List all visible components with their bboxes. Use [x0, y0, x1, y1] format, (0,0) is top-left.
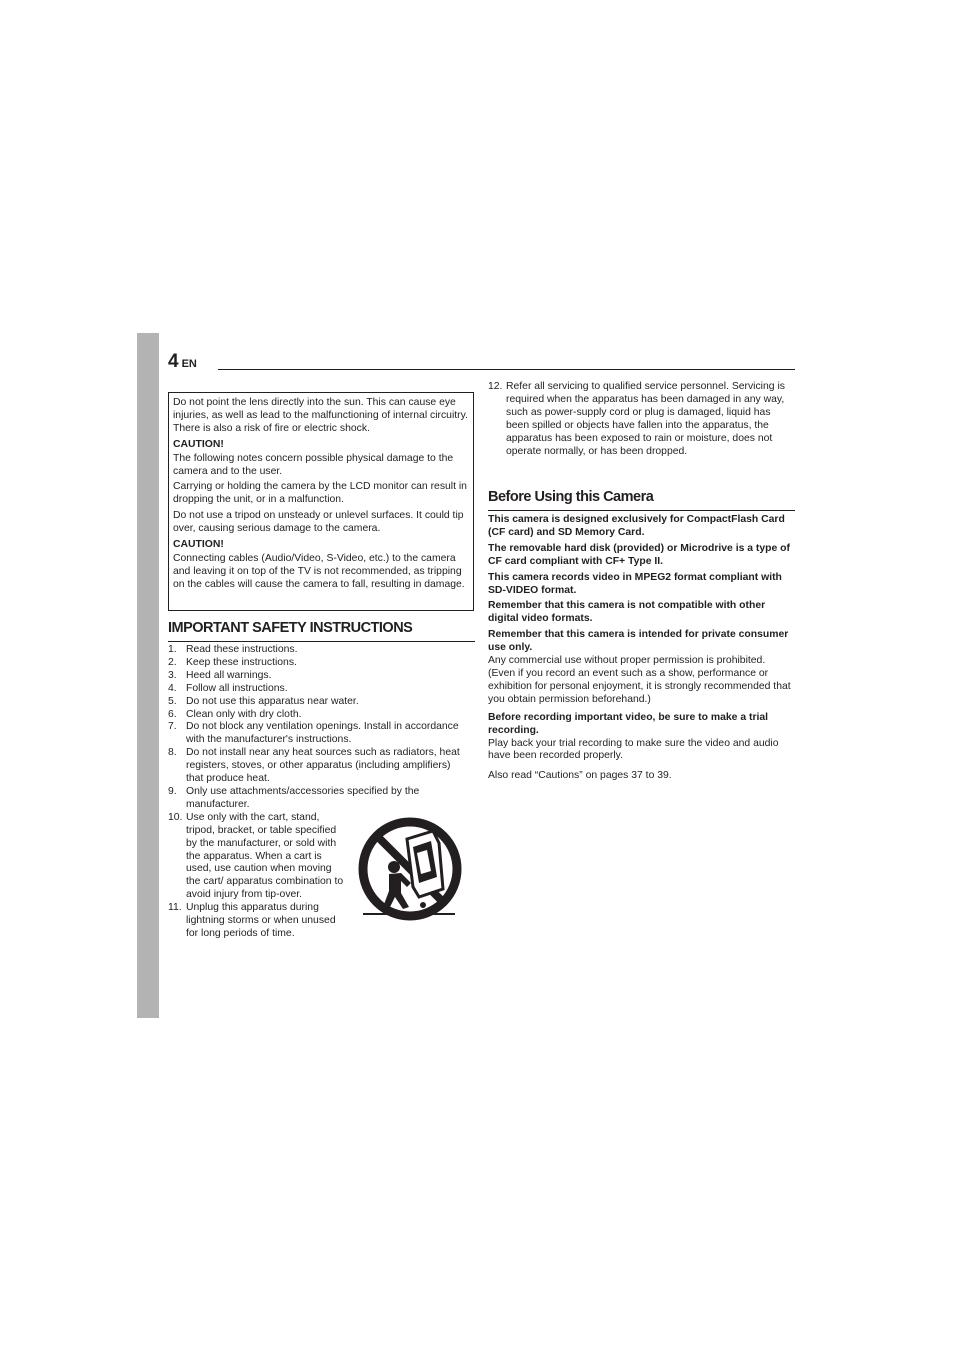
- list-item: 8. Do not install near any heat sources such as radiators, heat registers, stoves, or other apparatus (including amplifiers) that produce heat.: [168, 747, 460, 785]
- page-side-tab: [137, 333, 159, 1018]
- list-item: 12. Refer all servicing to qualified service personnel. Servicing is required when the apparatus has been damaged in any way, such as power-supply cord or plug is damaged, liquid has been spilled or objects have fallen into the apparatus, the apparatus has been exposed to rain or moisture, does not operate normally, or has been dropped.: [488, 381, 785, 457]
- list-item: 3. Heed all warnings.: [168, 669, 272, 681]
- safety-section-title: IMPORTANT SAFETY INSTRUCTIONS: [168, 620, 413, 636]
- list-item: 4. Follow all instructions.: [168, 682, 288, 694]
- before-using-notes: [488, 514, 794, 786]
- list-item: 11. Unplug this apparatus during lightning storms or when unused for long periods of time.: [168, 902, 336, 939]
- note-text: Play back your trial recording to make sure the video and audio have been recorded properly.: [488, 737, 779, 762]
- language-code: EN: [181, 358, 197, 370]
- caution-2-text-1: Connecting cables (Audio/Video, S-Video, etc.) to the camera and leaving it on top of the TV is not recommended, as tripping on the cables will cause the camera to fall, resulting in damage.: [173, 552, 465, 590]
- list-item: 9. Only use attachments/accessories specified by the manufacturer.: [168, 785, 420, 810]
- caution-1-text-2: Carrying or holding the camera by the LCD monitor can result in dropping the unit, or in a malfunction.: [173, 481, 467, 506]
- cart-tipover-warning-icon: [357, 817, 463, 921]
- list-item: 6. Clean only with dry cloth.: [168, 708, 302, 720]
- caution-heading-2: CAUTION!: [173, 539, 224, 551]
- before-using-section-rule: [488, 510, 795, 511]
- note-text: Also read “Cautions” on pages 37 to 39.: [488, 770, 672, 782]
- page-number: 4 EN: [168, 351, 197, 372]
- note-bold: This camera is designed exclusively for CompactFlash Card (CF card) and SD Memory Card.: [488, 514, 785, 538]
- before-using-section-title: Before Using this Camera: [488, 489, 654, 505]
- note-text: Any commercial use without proper permission is prohibited. (Even if you record an event such as a show, performance or exhibition for personal enjoyment, it is strongly recommended that you obtain permission beforehand.): [488, 655, 791, 705]
- caution-heading-1: CAUTION!: [173, 438, 224, 450]
- caution-1-text-3: Do not use a tripod on unsteady or unlevel surfaces. It could tip over, causing serious damage to the camera.: [173, 510, 464, 535]
- note-bold: Before recording important video, be sure to make a trial recording.: [488, 711, 769, 736]
- warning-box: [168, 392, 474, 611]
- list-item: 1. Read these instructions.: [168, 644, 298, 655]
- warning-intro: Do not point the lens directly into the sun. This can cause eye injuries, as well as lead to the malfunctioning of internal circuitry. There is also a risk of fire or electric shock.: [173, 397, 468, 434]
- list-item: 7. Do not block any ventilation openings. Install in accordance with the manufacturer's instructions.: [168, 721, 459, 746]
- safety-section-rule: [168, 641, 475, 642]
- list-item: 10. Use only with the cart, stand, tripod, bracket, or table specified by the manufacturer, or sold with the apparatus. When a cart is used, use caution when moving the cart/ apparatus combination to avoid injury from tip-over.: [168, 811, 344, 901]
- list-item: 5. Do not use this apparatus near water.: [168, 695, 359, 707]
- note-bold: This camera records video in MPEG2 format compliant with SD-VIDEO format.: [488, 571, 782, 596]
- note-bold: Remember that this camera is intended for private consumer use only.: [488, 629, 789, 654]
- note-bold: Remember that this camera is not compatible with other digital video formats.: [488, 600, 766, 625]
- note-bold: The removable hard disk (provided) or Microdrive is a type of CF card compliant with CF+ Type II.: [488, 542, 790, 567]
- list-item: 2. Keep these instructions.: [168, 656, 297, 668]
- caution-1-text-1: The following notes concern possible physical damage to the camera and to the user.: [173, 452, 454, 477]
- header-rule: [218, 369, 795, 370]
